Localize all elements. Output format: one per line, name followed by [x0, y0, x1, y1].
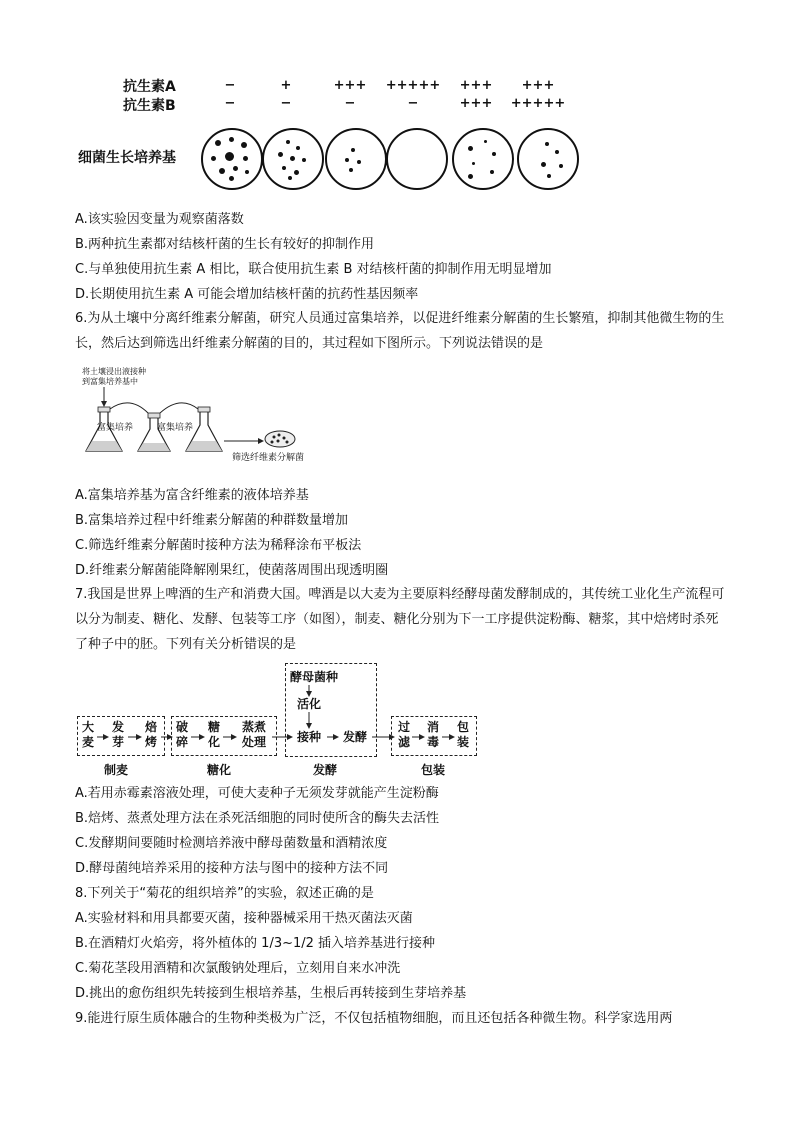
step-yeast: 酵母菌种: [289, 670, 338, 684]
q5-option-a: A.该实验因变量为观察菌落数: [75, 212, 244, 227]
step-germinate: 发 芽: [111, 720, 124, 749]
q8-option-d: D.挑出的愈伤组织先转接到生根培养基，生根后再转接到生芽培养基: [75, 986, 467, 1001]
stage-label-ferment: 发酵: [313, 763, 338, 777]
q5-option-b: B.两种抗生素都对结核杆菌的生长有较好的抑制作用: [75, 237, 375, 252]
step-barley: 大 麦: [81, 720, 94, 749]
row-b-cell: −: [344, 96, 356, 111]
row-b-cell: +++: [459, 96, 493, 111]
q7-option-d: D.酵母菌纯培养采用的接种方法与图中的接种方法不同: [75, 861, 389, 876]
petri-dish-5: [452, 128, 514, 190]
fig-top-label-2: 到富集培养基中: [82, 377, 138, 386]
petri-dish-3: [325, 128, 387, 190]
step-crush: 破 碎: [175, 720, 188, 749]
process-arrows: [70, 660, 490, 760]
fig-bottom-label: 筛选纤维素分解菌: [232, 453, 305, 463]
petri-dish-4: [386, 128, 448, 190]
q6-stem: 6.为从土壤中分离纤维素分解菌，研究人员通过富集培养，以促进纤维素分解菌的生长繁殖，抑制其他微生物的生长，然后达到筛选出纤维素分解菌的目的，其过程如下图所示。下列说法错误的是: [75, 311, 725, 351]
fig-step1-label: 富集培养: [97, 423, 134, 433]
petri-dish-2: [262, 128, 324, 190]
q8-option-c: C.菊花茎段用酒精和次氯酸钠处理后，立刻用自来水冲洗: [75, 961, 401, 976]
stage-label-malting: 制麦: [104, 763, 129, 777]
row-b-cell: +++++: [510, 96, 566, 111]
q6-option-c: C.筛选纤维素分解菌时接种方法为稀释涂布平板法: [75, 538, 362, 553]
step-activate: 活化: [296, 697, 321, 711]
q5-option-d: D.长期使用抗生素 A 可能会增加结核杆菌的抗药性基因频率: [75, 287, 419, 302]
q7-option-b: B.焙烤、蒸煮处理方法在杀死活细胞的同时使所含的酶失去活性: [75, 811, 440, 826]
row-b-cell: −: [407, 96, 419, 111]
petri-dish-6: [517, 128, 579, 190]
fig-step2-label: 富集培养: [157, 423, 194, 433]
row-a-cell: −: [224, 78, 236, 93]
row-a-cell: +: [280, 78, 292, 93]
row-a-cell: +++: [459, 78, 493, 93]
stage-label-package: 包装: [421, 763, 446, 777]
stage-label-saccharify: 糖化: [207, 763, 232, 777]
q6-option-d: D.纤维素分解菌能降解刚果红，使菌落周围出现透明圈: [75, 563, 389, 578]
petri-dish-1: [201, 128, 263, 190]
step-bake: 焙 烤: [144, 720, 157, 749]
q8-stem: 8.下列关于“菊花的组织培养”的实验，叙述正确的是: [75, 886, 374, 901]
row-b-cell: −: [224, 96, 236, 111]
row-a-cell: +++: [521, 78, 555, 93]
step-disinfect: 消 毒: [426, 720, 439, 749]
fig-top-label: 将土壤浸出液接种: [82, 367, 146, 376]
q7-option-a: A.若用赤霉素溶液处理，可使大麦种子无须发芽就能产生淀粉酶: [75, 786, 439, 801]
row-a-cell: +++: [333, 78, 367, 93]
q6-option-b: B.富集培养过程中纤维素分解菌的种群数量增加: [75, 513, 349, 528]
step-steam: 蒸煮 处理: [241, 720, 266, 749]
q7-stem: 7.我国是世界上啤酒的生产和消费大国。啤酒是以大麦为主要原料经酵母菌发酵制成的，其传统工业化生产流程可以分为制麦、糖化、发酵、包装等工序（如图），制麦、糖化分别为下一工序提供淀粉酶、糖浆，其中焙烤时杀死了种子中的胚。下列有关分析错误的是: [75, 587, 725, 652]
row-b-cell: −: [280, 96, 292, 111]
q7-option-c: C.发酵期间要随时检测培养液中酵母菌数量和酒精浓度: [75, 836, 388, 851]
step-inoculate: 接种: [296, 730, 321, 744]
q9-stem: 9.能进行原生质体融合的生物种类极为广泛，不仅包括植物细胞，而且还包括各种微生物。科学家选用两: [75, 1011, 673, 1026]
row-c-label: 细菌生长培养基: [78, 150, 176, 166]
row-a-cell: +++++: [385, 78, 441, 93]
row-a-label: 抗生素A: [123, 79, 176, 95]
step-filter: 过 滤: [397, 720, 410, 749]
step-saccharify: 糖 化: [207, 720, 220, 749]
q5-option-c: C.与单独使用抗生素 A 相比，联合使用抗生素 B 对结核杆菌的抑制作用无明显增加: [75, 262, 552, 277]
q6-option-a: A.富集培养基为富含纤维素的液体培养基: [75, 488, 309, 503]
row-b-label: 抗生素B: [123, 98, 176, 114]
step-ferment: 发酵: [342, 730, 367, 744]
q8-option-a: A.实验材料和用具都要灭菌，接种器械采用干热灭菌法灭菌: [75, 911, 413, 926]
q8-option-b: B.在酒精灯火焰旁，将外植体的 1/3~1/2 插入培养基进行接种: [75, 936, 436, 951]
step-pack: 包 装: [456, 720, 469, 749]
